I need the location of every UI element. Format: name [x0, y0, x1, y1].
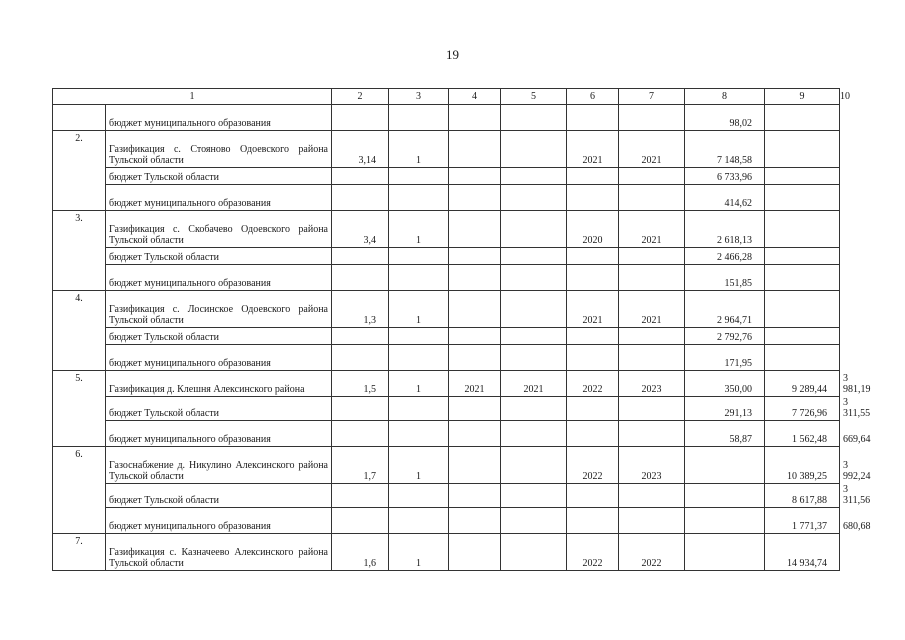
row-number — [53, 105, 106, 131]
cell-col-3 — [389, 265, 449, 291]
table-row: 6. Газоснабжение д. Никулино Алексинского района Тульской области 1,7 1 2022 2023 10 389,25 3 992,24 — [53, 447, 840, 484]
cell-col-7 — [619, 328, 685, 345]
cell-col-8: 2 618,13 — [685, 211, 765, 248]
header-cell: 3 — [389, 89, 449, 105]
cell-col-4 — [449, 248, 501, 265]
cell-col-5 — [501, 211, 567, 248]
cell-col-4 — [449, 168, 501, 185]
cell-col-8: 2 964,71 — [685, 291, 765, 328]
cell-col-3 — [389, 328, 449, 345]
cell-col-5 — [501, 185, 567, 211]
row-number: 5. — [53, 371, 106, 447]
cell-col-7 — [619, 484, 685, 508]
table-subrow — [53, 345, 840, 371]
cell-col-3 — [389, 248, 449, 265]
cell-col-7 — [619, 168, 685, 185]
cell-col-2: 3,14 — [332, 131, 389, 168]
row-name: Газификация с. Скобачево Одоевского района Тульской области — [106, 211, 332, 248]
cell-col-5 — [501, 265, 567, 291]
cell-col-6: 2021 — [567, 131, 619, 168]
cell-col-7: 2021 — [619, 211, 685, 248]
cell-col-6: 2021 — [567, 291, 619, 328]
cell-col-2 — [332, 185, 389, 211]
cell-col-3 — [389, 484, 449, 508]
cell-col-3: 1 — [389, 371, 449, 397]
cell-col-4 — [449, 185, 501, 211]
cell-col-7 — [619, 421, 685, 447]
cell-col-5 — [501, 447, 567, 484]
cell-col-2: 3,4 — [332, 211, 389, 248]
cell-col-4 — [449, 447, 501, 484]
cell-col-7: 2021 — [619, 291, 685, 328]
cell-col-5 — [501, 105, 567, 131]
cell-col-7 — [619, 105, 685, 131]
cell-col-5: 2021 — [501, 371, 567, 397]
cell-col-6: 2022 — [567, 371, 619, 397]
cell-col-5 — [501, 291, 567, 328]
cell-col-4 — [449, 211, 501, 248]
header-row: 1 2 3 4 5 6 7 8 9 10 — [53, 89, 840, 105]
cell-col-2: 1,7 — [332, 447, 389, 484]
cell-col-3 — [389, 105, 449, 131]
header-cell: 1 — [53, 89, 332, 105]
row-number: 3. — [53, 211, 106, 291]
cell-col-6 — [567, 508, 619, 534]
cell-col-7 — [619, 248, 685, 265]
table-subrow: бюджет муниципального образования 1 771,37 680,68 — [53, 508, 840, 534]
table-subrow — [53, 328, 840, 345]
table-subrow: бюджет Тульской области 291,13 7 726,96 3 311,55 — [53, 397, 840, 421]
cell-col-9 — [765, 211, 840, 248]
cell-col-7: 2023 — [619, 371, 685, 397]
row-name: бюджет Тульской области — [106, 397, 332, 421]
page-number: 19 — [446, 47, 459, 62]
row-name: Газификация с. Казначеево Алексинского района Тульской области — [106, 534, 332, 571]
cell-col-2 — [332, 484, 389, 508]
cell-col-2: 1,6 — [332, 534, 389, 571]
cell-col-9: 8 617,88 — [765, 484, 840, 508]
cell-col-5 — [501, 345, 567, 371]
cell-col-7: 2021 — [619, 131, 685, 168]
cell-col-8: 2 792,76 — [685, 328, 765, 345]
cell-col-2 — [332, 397, 389, 421]
row-name: Газификация с. Стояново Одоевского района Тульской области — [106, 131, 332, 168]
cell-col-4 — [449, 105, 501, 131]
cell-col-8: 7 148,58 — [685, 131, 765, 168]
table-subrow — [53, 168, 840, 185]
cell-col-9 — [765, 328, 840, 345]
cell-col-6 — [567, 421, 619, 447]
cell-col-7 — [619, 265, 685, 291]
header-cell: 9 — [765, 89, 840, 105]
cell-col-8 — [685, 484, 765, 508]
cell-col-4 — [449, 328, 501, 345]
cell-col-9 — [765, 168, 840, 185]
row-name: бюджет Тульской области — [106, 328, 332, 345]
table-row — [53, 534, 840, 571]
table-row — [53, 291, 840, 328]
cell-col-9 — [765, 291, 840, 328]
cell-col-9: 7 726,96 — [765, 397, 840, 421]
row-name: бюджет Тульской области — [106, 484, 332, 508]
row-name: бюджет муниципального образования — [106, 508, 332, 534]
row-number: 2. — [53, 131, 106, 211]
cell-col-8: 58,87 — [685, 421, 765, 447]
cell-col-8: 98,02 — [685, 105, 765, 131]
cell-col-6: 2020 — [567, 211, 619, 248]
header-cell: 2 — [332, 89, 389, 105]
cell-col-2 — [332, 105, 389, 131]
cell-col-3: 1 — [389, 291, 449, 328]
cell-col-8 — [685, 534, 765, 571]
cell-col-9 — [765, 131, 840, 168]
cell-col-8 — [685, 447, 765, 484]
row-name: бюджет муниципального образования — [106, 265, 332, 291]
row-number: 4. — [53, 291, 106, 371]
cell-col-9: 14 934,74 — [765, 534, 840, 571]
cell-col-3 — [389, 508, 449, 534]
cell-col-9 — [765, 105, 840, 131]
row-number: 6. — [53, 447, 106, 534]
row-number: 7. — [53, 534, 106, 571]
row-name: бюджет муниципального образования — [106, 105, 332, 131]
header-cell: 5 — [501, 89, 567, 105]
row-name: Газификация с. Лосинское Одоевского района Тульской области — [106, 291, 332, 328]
cell-col-4 — [449, 131, 501, 168]
cell-col-6 — [567, 265, 619, 291]
cell-col-4: 2021 — [449, 371, 501, 397]
cell-col-9: 1 771,37 — [765, 508, 840, 534]
cell-col-8: 6 733,96 — [685, 168, 765, 185]
row-name: бюджет муниципального образования — [106, 345, 332, 371]
cell-col-6: 2022 — [567, 447, 619, 484]
cell-col-5 — [501, 168, 567, 185]
cell-col-2 — [332, 328, 389, 345]
cell-col-6 — [567, 397, 619, 421]
cell-col-2 — [332, 421, 389, 447]
header-cell: 7 — [619, 89, 685, 105]
cell-col-6 — [567, 105, 619, 131]
cell-col-2: 1,5 — [332, 371, 389, 397]
cell-col-4 — [449, 397, 501, 421]
cell-col-9 — [765, 265, 840, 291]
cell-col-2: 1,3 — [332, 291, 389, 328]
cell-col-5 — [501, 328, 567, 345]
cell-col-3: 1 — [389, 447, 449, 484]
cell-col-8 — [685, 508, 765, 534]
cell-col-3: 1 — [389, 131, 449, 168]
cell-col-6 — [567, 185, 619, 211]
table-subrow: бюджет муниципального образования 58,87 1 562,48 669,64 — [53, 421, 840, 447]
cell-col-4 — [449, 508, 501, 534]
cell-col-8: 414,62 — [685, 185, 765, 211]
cell-col-3 — [389, 421, 449, 447]
table-row — [53, 105, 840, 131]
program-table — [52, 88, 871, 571]
header-cell: 4 — [449, 89, 501, 105]
cell-col-7 — [619, 397, 685, 421]
cell-col-5 — [501, 131, 567, 168]
cell-col-6 — [567, 248, 619, 265]
cell-col-7 — [619, 508, 685, 534]
cell-col-2 — [332, 248, 389, 265]
cell-col-2 — [332, 168, 389, 185]
table-subrow — [53, 185, 840, 211]
header-cell: 8 — [685, 89, 765, 105]
cell-col-4 — [449, 291, 501, 328]
cell-col-4 — [449, 421, 501, 447]
cell-col-7: 2022 — [619, 534, 685, 571]
cell-col-7: 2023 — [619, 447, 685, 484]
cell-col-2 — [332, 508, 389, 534]
cell-col-2 — [332, 345, 389, 371]
cell-col-3 — [389, 168, 449, 185]
cell-col-9: 9 289,44 — [765, 371, 840, 397]
cell-col-5 — [501, 484, 567, 508]
cell-col-8: 171,95 — [685, 345, 765, 371]
row-name: бюджет Тульской области — [106, 248, 332, 265]
cell-col-5 — [501, 421, 567, 447]
cell-col-6 — [567, 328, 619, 345]
row-name: Газоснабжение д. Никулино Алексинского района Тульской области — [106, 447, 332, 484]
cell-col-3 — [389, 345, 449, 371]
cell-col-4 — [449, 534, 501, 571]
table-subrow — [53, 248, 840, 265]
cell-col-7 — [619, 185, 685, 211]
cell-col-5 — [501, 534, 567, 571]
cell-col-3 — [389, 397, 449, 421]
cell-col-4 — [449, 345, 501, 371]
cell-col-6 — [567, 484, 619, 508]
cell-col-9: 1 562,48 — [765, 421, 840, 447]
table-subrow — [53, 265, 840, 291]
row-name: Газификация д. Клешня Алексинского района — [106, 371, 332, 397]
row-name: бюджет муниципального образования — [106, 185, 332, 211]
row-name: бюджет муниципального образования — [106, 421, 332, 447]
cell-col-7 — [619, 345, 685, 371]
cell-col-3 — [389, 185, 449, 211]
cell-col-5 — [501, 397, 567, 421]
cell-col-9 — [765, 345, 840, 371]
cell-col-5 — [501, 508, 567, 534]
cell-col-8: 2 466,28 — [685, 248, 765, 265]
table-row — [53, 211, 840, 248]
row-name: бюджет Тульской области — [106, 168, 332, 185]
cell-col-6 — [567, 168, 619, 185]
cell-col-8: 291,13 — [685, 397, 765, 421]
table-row — [53, 131, 840, 168]
header-cell: 6 — [567, 89, 619, 105]
cell-col-2 — [332, 265, 389, 291]
cell-col-4 — [449, 265, 501, 291]
cell-col-3: 1 — [389, 211, 449, 248]
cell-col-5 — [501, 248, 567, 265]
cell-col-6 — [567, 345, 619, 371]
cell-col-9 — [765, 248, 840, 265]
cell-col-8: 151,85 — [685, 265, 765, 291]
cell-col-4 — [449, 484, 501, 508]
cell-col-9 — [765, 185, 840, 211]
cell-col-8: 350,00 — [685, 371, 765, 397]
cell-col-9: 10 389,25 — [765, 447, 840, 484]
table-subrow: бюджет Тульской области 8 617,88 3 311,56 — [53, 484, 840, 508]
table-body — [53, 89, 871, 571]
cell-col-6: 2022 — [567, 534, 619, 571]
cell-col-3: 1 — [389, 534, 449, 571]
table-row: 5. Газификация д. Клешня Алексинского района 1,5 1 2021 2021 2022 2023 350,00 9 289,44 3 981,19 — [53, 371, 840, 397]
